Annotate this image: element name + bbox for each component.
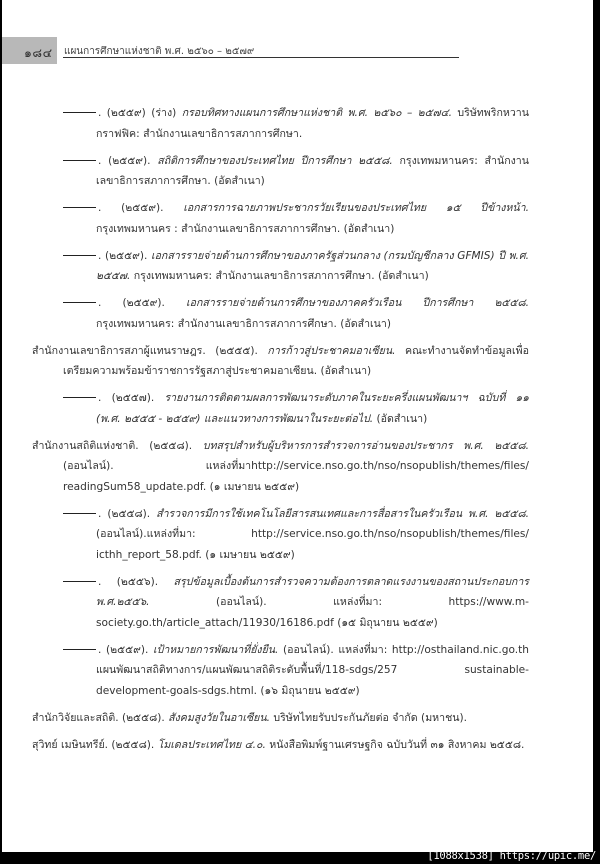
reference-publisher: (ออนไลน์).แหล่งที่มา: http://service.nso.go.th/nso/nsopublish/themes/files/ icthh_report_58.pdf. (๑ เมษายน ๒๕๕๙)	[96, 528, 529, 561]
reference-entry	[32, 151, 529, 192]
reference-publisher: (ออนไลน์). แหล่งที่มา: https://www.m-society.go.th/article_attach/11930/16186.pdf (๑๕ มิถุนายน ๒๕๕๙)	[96, 596, 529, 629]
reference-list	[32, 103, 529, 762]
repeated-author-dash	[63, 581, 96, 582]
image-host-watermark: [1088x1538] https://upic.me/	[427, 850, 596, 862]
reference-author-year: . (๒๕๕๖).	[98, 575, 174, 588]
reference-title: เอกสารรายจ่ายด้านการศึกษาของภาคครัวเรือน ปีการศึกษา ๒๕๕๘.	[186, 297, 529, 309]
document-page	[2, 0, 593, 852]
reference-title: สำรวจการมีการใช้เทคโนโลยีสารสนเทศและการสื่อสารในครัวเรือน พ.ศ. ๒๕๕๘.	[156, 507, 529, 520]
reference-entry	[32, 708, 529, 729]
reference-title: เป้าหมายการพัฒนาที่ยั่งยืน.	[153, 643, 279, 656]
reference-entry	[32, 198, 529, 239]
reference-publisher: กรุงเทพมหานคร : สำนักงานเลขาธิการสภาการศึกษา. (อัดสำเนา)	[96, 222, 395, 235]
repeated-author-dash	[63, 513, 96, 514]
reference-publisher: บริษัทไทยรับประกันภัยต่อ จำกัด (มหาชน).	[270, 711, 468, 724]
running-title: แผนการศึกษาแห่งชาติ พ.ศ. ๒๕๖๐ – ๒๕๗๙	[64, 46, 255, 57]
repeated-author-dash	[63, 397, 96, 398]
reference-title: โมเดลประเทศไทย ๔.๐.	[157, 738, 266, 751]
repeated-author-dash	[63, 112, 96, 113]
reference-author-year: . (๒๕๕๙).	[98, 297, 187, 309]
reference-title: การก้าวสู่ประชาคมอาเซียน.	[267, 344, 396, 357]
reference-title: บทสรุปสำหรับผู้บริหารการสำรวจการอ่านของประชากร พ.ศ. ๒๕๕๘.	[202, 439, 529, 452]
reference-author-year: . (๒๕๕๘).	[98, 507, 157, 520]
reference-entry	[32, 735, 529, 756]
reference-title: เอกสารรายจ่ายด้านการศึกษาของภาครัฐส่วนกลาง (กรมบัญชีกลาง GFMIS) ปี พ.ศ. ๒๕๕๗.	[96, 249, 529, 282]
reference-title: สถิติการศึกษาของประเทศไทย ปีการศึกษา ๒๕๕๘.	[157, 154, 393, 167]
reference-publisher: หนังสือพิมพ์ฐานเศรษฐกิจ ฉบับวันที่ ๓๑ สิงหาคม ๒๕๕๘.	[265, 738, 525, 751]
reference-title: กรอบทิศทางแผนการศึกษาแห่งชาติ พ.ศ. ๒๕๖๐ – ๒๕๗๔.	[181, 107, 452, 119]
reference-publisher: บริษัทพริกหวาน กราฟฟิค: สำนักงานเลขาธิการสภาการศึกษา.	[96, 107, 529, 140]
reference-publisher: คณะทำงานจัดทำข้อมูลเพื่อเตรียมความพร้อมข้าราชการรัฐสภาสู่ประชาคมอาเซียน. (อัดสำเนา)	[63, 344, 529, 377]
repeated-author-dash	[63, 302, 96, 303]
page-number: ๑๘๔	[24, 45, 53, 60]
reference-title: รายงานการติดตามผลการพัฒนาระดับภาคในระยะครึ่งแผนพัฒนาฯ ฉบับที่ ๑๑ (พ.ศ. ๒๕๕๕ - ๒๕๕๙) และแนวทางการพัฒนาในระยะต่อไป.	[96, 392, 529, 425]
reference-publisher: กรุงเทพมหานคร: สำนักงานเลขาธิการสภาการศึกษา. (อัดสำเนา)	[96, 317, 391, 330]
repeated-author-dash	[63, 255, 96, 256]
repeated-author-dash	[63, 649, 96, 650]
reference-author-year: . (๒๕๕๙).	[98, 249, 151, 262]
reference-entry	[32, 293, 529, 334]
reference-author-year: . (๒๕๕๙).	[98, 202, 184, 214]
reference-author-year: . (๒๕๕๙) (ร่าง)	[98, 107, 182, 119]
header-rule	[63, 57, 459, 58]
reference-title: เอกสารการฉายภาพประชากรวัยเรียนของประเทศไทย ๑๕ ปีข้างหน้า.	[183, 202, 529, 214]
reference-title: สังคมสูงวัยในอาเซียน.	[168, 711, 270, 724]
reference-author-year: สำนักงานสถิติแห่งชาติ. (๒๕๕๘).	[32, 439, 203, 452]
reference-entry	[32, 504, 529, 566]
reference-publisher: (ออนไลน์). แหล่งที่มา: http://osthailand.nic.go.th แผนพัฒนาสถิติทางการ/แผนพัฒนาสถิติระดับพื้นที่/118-sdgs/257 sustainable-development-goals-sdgs.html. (๑๖ มิถุนายน ๒๕๕๙)	[96, 643, 529, 697]
reference-author-year: . (๒๕๕๗).	[98, 392, 165, 404]
reference-author-year: สุวิทย์ เมษินทรีย์. (๒๕๕๘).	[32, 738, 158, 751]
reference-title: สรุปข้อมูลเบื้องต้นการสำรวจความต้องการตลาดแรงงานของสถานประกอบการ พ.ศ.๒๕๕๖.	[96, 575, 529, 608]
reference-entry	[32, 572, 529, 634]
reference-publisher: กรุงเทพมหานคร: สำนักงานเลขาธิการสภาการศึกษา. (อัดสำเนา)	[96, 154, 529, 187]
reference-entry	[32, 246, 529, 287]
repeated-author-dash	[63, 207, 96, 208]
reference-author-year: . (๒๕๕๙).	[98, 154, 158, 167]
reference-author-year: . (๒๕๕๙).	[98, 643, 154, 656]
reference-entry	[32, 341, 529, 382]
reference-publisher: (อัดสำเนา)	[373, 412, 428, 425]
reference-entry	[32, 436, 529, 498]
reference-entry	[32, 103, 529, 144]
reference-publisher: กรุงเทพมหานคร: สำนักงานเลขาธิการสภาการศึกษา. (อัดสำเนา)	[130, 270, 429, 282]
reference-publisher: (ออนไลน์). แหล่งที่มาhttp://service.nso.go.th/nso/nsopublish/themes/files/ readingSum58_update.pdf. (๑ เมษายน ๒๕๕๙)	[63, 460, 529, 493]
reference-entry	[32, 640, 529, 702]
repeated-author-dash	[63, 160, 96, 161]
reference-author-year: สำนักวิจัยและสถิติ. (๒๕๕๘).	[32, 711, 169, 724]
reference-author-year: สำนักงานเลขาธิการสภาผู้แทนราษฎร. (๒๕๕๕).	[32, 344, 268, 357]
reference-entry	[32, 388, 529, 429]
